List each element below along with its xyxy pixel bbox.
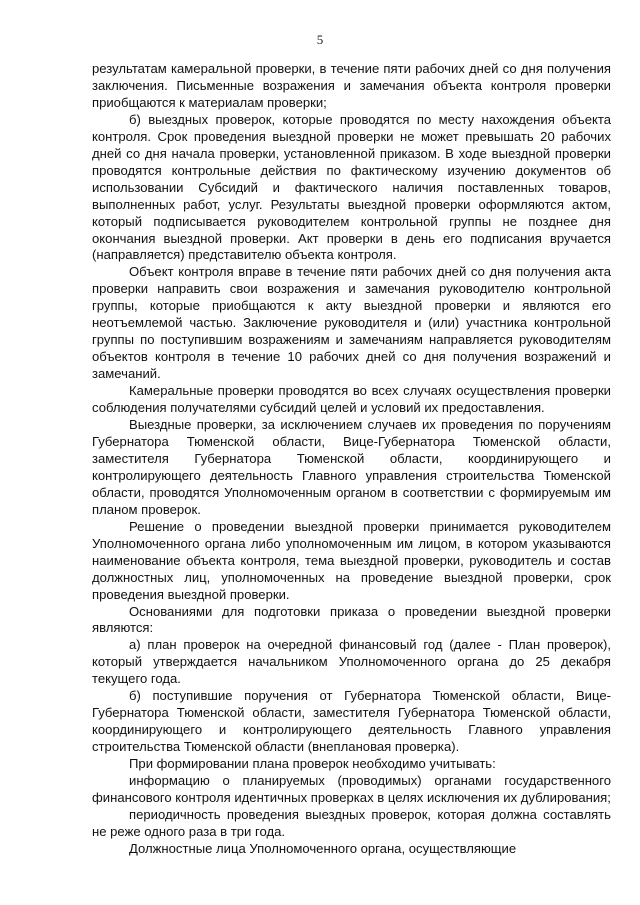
- list-item: а) план проверок на очередной финансовый год (далее - План проверок), который утверждается начальником Уполномоченного органа до 25 декабря текущего года.: [92, 637, 611, 687]
- paragraph: Камеральные проверки проводятся во всех случаях осуществления проверки соблюдения получателями субсидий целей и условий их предоставления.: [92, 383, 611, 416]
- document-body: [92, 61, 611, 858]
- paragraph: Решение о проведении выездной проверки принимается руководителем Уполномоченного органа либо уполномоченным им лицом, в котором указываются наименование объекта контроля, тема выездной проверки, руководитель и состав должностных лиц, уполномоченных на проведение выездной проверки, срок проведения выездной проверки.: [92, 518, 611, 602]
- paragraph: результатам камеральной проверки, в течение пяти рабочих дней со дня получения заключения. Письменные возражения и замечания объекта контроля проверки приобщаются к материалам проверки;: [92, 61, 611, 110]
- list-item: периодичность проведения выездных проверок, которая должна составлять не реже одного раза в три года.: [92, 806, 611, 839]
- paragraph: При формировании плана проверок необходимо учитывать:: [129, 756, 496, 772]
- paragraph: Выездные проверки, за исключением случаев их проведения по поручениям Губернатора Тюменской области, Вице-Губернатора Тюменской области, заместителя Губернатора Тюменской области, координирующего и контролирующего деятельность Главного управления строительства Тюменской области, проводятся Уполномоченным органом в соответствии с формируемым им планом проверок.: [92, 417, 611, 517]
- page-number: 5: [316, 32, 324, 47]
- list-item: информацию о планируемых (проводимых) органами государственного финансового контроля идентичных проверках в целях исключения их дублирования;: [92, 773, 611, 805]
- paragraph: б) выездных проверок, которые проводятся по месту нахождения объекта контроля. Срок проведения выездной проверки не может превышать 20 рабочих дней со дня начала проверки, установленной приказом. В ходе выездной проверки проводятся контрольные действия по фактическому изучению документов об использовании Субсидий и фактического наличия поставленных товаров, выполненных работ, услуг. Результаты выездной проверки оформляются актом, который подписывается руководителем контрольной группы не позднее дня окончания выездной проверки. Акт проверки в день его подписания вручается (направляется) представителю объекта контроля.: [92, 111, 611, 263]
- paragraph: Объект контроля вправе в течение пяти рабочих дней со дня получения акта проверки направить свои возражения и замечания руководителю контрольной группы, которые приобщаются к акту выездной проверки и являются его неотъемлемой частью. Заключение руководителя и (или) участника контрольной группы по поступившим возражениям и замечаниям направляется руководителям объектов контроля в течение 10 рабочих дней со дня получения возражений и замечаний.: [92, 264, 611, 382]
- list-item: б) поступившие поручения от Губернатора Тюменской области, Вице-Губернатора Тюменской области, заместителя Губернатора Тюменской области, координирующего и контролирующего деятельность Главного управления строительства Тюменской области (внеплановая проверка).: [92, 688, 611, 755]
- paragraph: Должностные лица Уполномоченного органа, осуществляющие: [129, 840, 517, 856]
- paragraph: Основаниями для подготовки приказа о проведении выездной проверки являются:: [92, 603, 611, 636]
